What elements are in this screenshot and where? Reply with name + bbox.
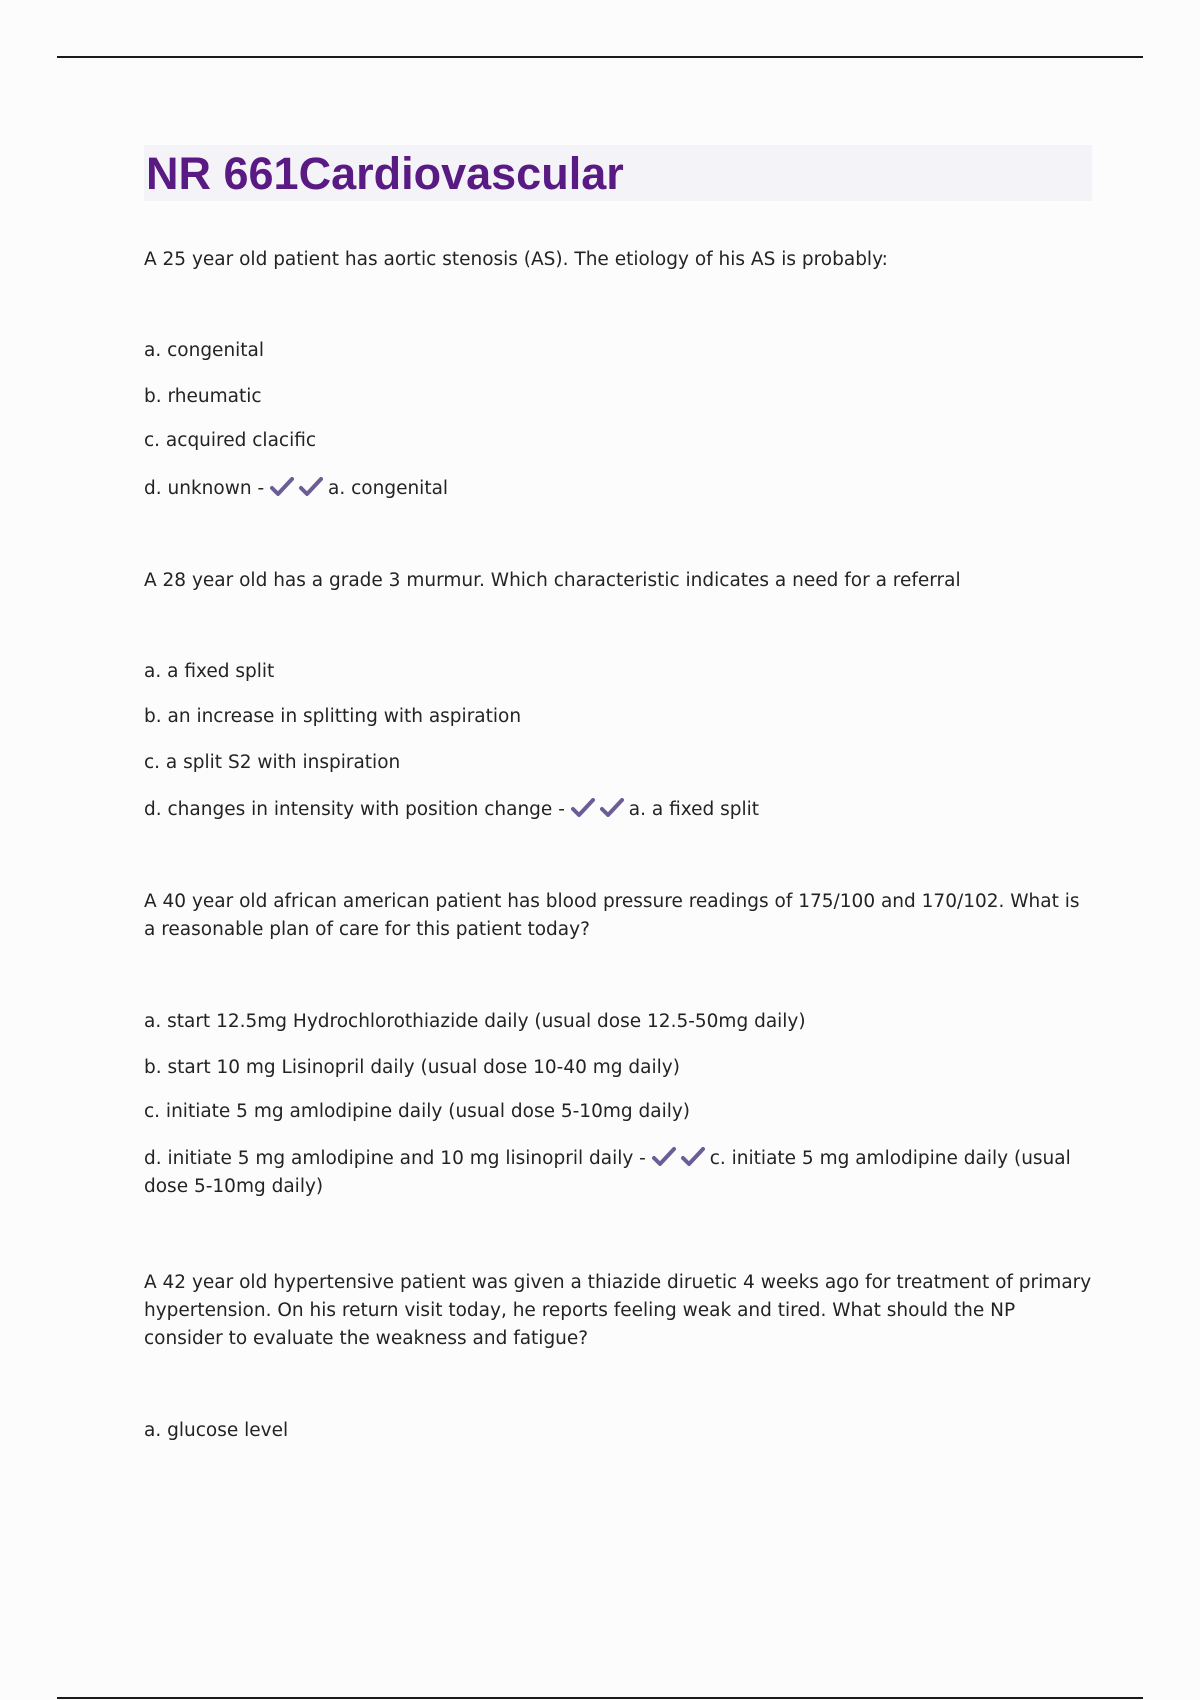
answer-text: a. a fixed split <box>628 799 760 820</box>
top-rule <box>57 56 1143 58</box>
check-icon <box>600 798 624 818</box>
option-item-with-answer <box>144 1145 1092 1201</box>
option-text: d. unknown - <box>144 478 271 499</box>
bottom-rule <box>57 1697 1143 1699</box>
option-item: a. glucose level <box>144 1420 289 1441</box>
option-item: b. rheumatic <box>144 386 262 407</box>
question-text: A 25 year old patient has aortic stenosis (AS). The etiology of his AS is probably: <box>144 249 888 270</box>
question-text: A 28 year old has a grade 3 murmur. Which characteristic indicates a need for a referral <box>144 570 961 591</box>
option-item: a. congenital <box>144 340 265 361</box>
option-text: d. initiate 5 mg amlodipine and 10 mg lisinopril daily - <box>144 1148 652 1169</box>
title-banner <box>144 145 1092 201</box>
option-item: a. start 12.5mg Hydrochlorothiazide daily (usual dose 12.5-50mg daily) <box>144 1011 806 1032</box>
check-icon <box>571 798 595 818</box>
document-body <box>144 145 1092 1441</box>
option-item-with-answer <box>144 796 1092 824</box>
option-item: a. a fixed split <box>144 661 275 682</box>
option-item: b. start 10 mg Lisinopril daily (usual dose 10-40 mg daily) <box>144 1057 680 1078</box>
option-item: c. acquired clacific <box>144 430 317 451</box>
option-text: d. changes in intensity with position change - <box>144 799 571 820</box>
document-title: NR 661Cardiovascular <box>146 147 624 199</box>
answer-text: a. congenital <box>328 478 449 499</box>
question-text: A 40 year old african american patient has blood pressure readings of 175/100 and 170/102. What is a reasonable plan of care for this patient today? <box>144 891 1080 940</box>
option-item-with-answer <box>144 475 1092 503</box>
answer-text: c. initiate 5 mg amlodipine daily (usual dose 5-10mg daily) <box>144 1148 1071 1197</box>
check-icon <box>652 1147 676 1167</box>
check-icon <box>270 477 294 497</box>
option-item: b. an increase in splitting with aspiration <box>144 706 522 727</box>
option-item: c. a split S2 with inspiration <box>144 752 401 773</box>
question-text: A 42 year old hypertensive patient was given a thiazide diruetic 4 weeks ago for treatment of primary hypertension. On his return visit today, he reports feeling weak and tired. What should the NP consider to evaluate the weakness and fatigue? <box>144 1272 1092 1349</box>
option-item: c. initiate 5 mg amlodipine daily (usual dose 5-10mg daily) <box>144 1101 691 1122</box>
check-icon <box>681 1147 705 1167</box>
check-icon <box>299 477 323 497</box>
